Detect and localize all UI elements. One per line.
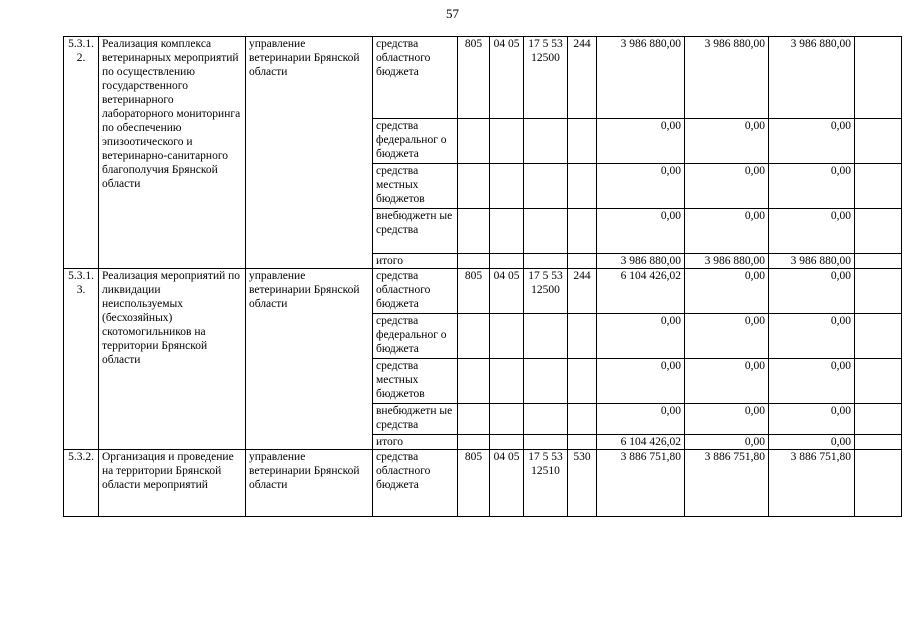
funding-source: средства местных бюджетов [373, 359, 458, 404]
table-row [64, 37, 902, 119]
amount-year-1: 0,00 [597, 209, 685, 254]
amount-year-1: 6 104 426,02 [597, 435, 685, 450]
vr-code [568, 209, 597, 254]
table-row [64, 450, 902, 517]
funding-source: средства федеральног о бюджета [373, 314, 458, 359]
amount-year-1: 0,00 [597, 314, 685, 359]
amount-year-1: 0,00 [597, 119, 685, 164]
vr-code [568, 435, 597, 450]
empty-cell [855, 435, 902, 450]
rzpr-code: 04 05 [490, 37, 524, 119]
vr-code [568, 314, 597, 359]
csr-code [524, 119, 568, 164]
empty-cell [855, 314, 902, 359]
amount-year-1: 3 986 880,00 [597, 254, 685, 269]
vr-code: 244 [568, 269, 597, 314]
grbs-code [458, 404, 490, 435]
amount-year-3: 0,00 [769, 119, 855, 164]
empty-cell [855, 254, 902, 269]
csr-code [524, 404, 568, 435]
amount-year-1: 0,00 [597, 164, 685, 209]
grbs-code: 805 [458, 450, 490, 517]
measure-name: Реализация мероприятий по ликвидации неиспользуемых (бесхозяйных) скотомогильников на территории Брянской области [99, 269, 246, 450]
rzpr-code: 04 05 [490, 269, 524, 314]
funding-source: итого [373, 435, 458, 450]
grbs-code [458, 435, 490, 450]
measure-number: 5.3.1. 2. [64, 37, 99, 269]
amount-year-2: 0,00 [685, 359, 769, 404]
funding-source: средства областного бюджета [373, 269, 458, 314]
rzpr-code: 04 05 [490, 450, 524, 517]
vr-code: 244 [568, 37, 597, 119]
csr-code [524, 209, 568, 254]
amount-year-3: 0,00 [769, 359, 855, 404]
rzpr-code [490, 164, 524, 209]
amount-year-3: 3 986 880,00 [769, 37, 855, 119]
rzpr-code [490, 404, 524, 435]
measure-name: Реализация комплекса ветеринарных мероприятий по осуществлению государственного ветеринарного лабораторного мониторинга по обеспечению эпизоотического и ветеринарно-санитарного благополучия Брянской области [99, 37, 246, 269]
csr-code [524, 435, 568, 450]
amount-year-3: 0,00 [769, 404, 855, 435]
amount-year-3: 0,00 [769, 435, 855, 450]
amount-year-2: 0,00 [685, 269, 769, 314]
table-row [64, 269, 902, 314]
csr-code: 17 5 53 12510 [524, 450, 568, 517]
funding-source: итого [373, 254, 458, 269]
executor: управление ветеринарии Брянской области [246, 37, 373, 269]
executor: управление ветеринарии Брянской области [246, 450, 373, 517]
grbs-code [458, 209, 490, 254]
amount-year-3: 0,00 [769, 314, 855, 359]
csr-code [524, 314, 568, 359]
funding-source: внебюджетн ые средства [373, 404, 458, 435]
amount-year-3: 0,00 [769, 269, 855, 314]
vr-code: 530 [568, 450, 597, 517]
amount-year-1: 3 986 880,00 [597, 37, 685, 119]
amount-year-1: 0,00 [597, 404, 685, 435]
page-number: 57 [446, 6, 459, 21]
csr-code: 17 5 53 12500 [524, 269, 568, 314]
measure-name: Организация и проведение на территории Брянской области мероприятий [99, 450, 246, 517]
rzpr-code [490, 435, 524, 450]
empty-cell [855, 164, 902, 209]
vr-code [568, 254, 597, 269]
funding-source: средства федеральног о бюджета [373, 119, 458, 164]
vr-code [568, 119, 597, 164]
amount-year-3: 0,00 [769, 209, 855, 254]
amount-year-3: 3 986 880,00 [769, 254, 855, 269]
csr-code: 17 5 53 12500 [524, 37, 568, 119]
vr-code [568, 359, 597, 404]
rzpr-code [490, 119, 524, 164]
empty-cell [855, 450, 902, 517]
funding-source: средства областного бюджета [373, 37, 458, 119]
grbs-code [458, 119, 490, 164]
vr-code [568, 404, 597, 435]
amount-year-2: 0,00 [685, 119, 769, 164]
budget-table [63, 36, 902, 517]
amount-year-2: 0,00 [685, 314, 769, 359]
rzpr-code [490, 209, 524, 254]
grbs-code: 805 [458, 37, 490, 119]
empty-cell [855, 37, 902, 119]
amount-year-2: 3 986 880,00 [685, 254, 769, 269]
measure-number: 5.3.2. [64, 450, 99, 517]
rzpr-code [490, 254, 524, 269]
grbs-code: 805 [458, 269, 490, 314]
vr-code [568, 164, 597, 209]
rzpr-code [490, 314, 524, 359]
amount-year-1: 3 886 751,80 [597, 450, 685, 517]
executor: управление ветеринарии Брянской области [246, 269, 373, 450]
empty-cell [855, 359, 902, 404]
amount-year-2: 0,00 [685, 435, 769, 450]
empty-cell [855, 209, 902, 254]
rzpr-code [490, 359, 524, 404]
amount-year-2: 0,00 [685, 404, 769, 435]
amount-year-2: 3 986 880,00 [685, 37, 769, 119]
csr-code [524, 164, 568, 209]
grbs-code [458, 314, 490, 359]
csr-code [524, 359, 568, 404]
grbs-code [458, 254, 490, 269]
empty-cell [855, 119, 902, 164]
empty-cell [855, 404, 902, 435]
grbs-code [458, 164, 490, 209]
funding-source: средства местных бюджетов [373, 164, 458, 209]
amount-year-3: 0,00 [769, 164, 855, 209]
amount-year-1: 0,00 [597, 359, 685, 404]
amount-year-2: 0,00 [685, 209, 769, 254]
amount-year-3: 3 886 751,80 [769, 450, 855, 517]
funding-source: внебюджетн ые средства [373, 209, 458, 254]
grbs-code [458, 359, 490, 404]
amount-year-1: 6 104 426,02 [597, 269, 685, 314]
empty-cell [855, 269, 902, 314]
csr-code [524, 254, 568, 269]
measure-number: 5.3.1. 3. [64, 269, 99, 450]
amount-year-2: 0,00 [685, 164, 769, 209]
amount-year-2: 3 886 751,80 [685, 450, 769, 517]
funding-source: средства областного бюджета [373, 450, 458, 517]
